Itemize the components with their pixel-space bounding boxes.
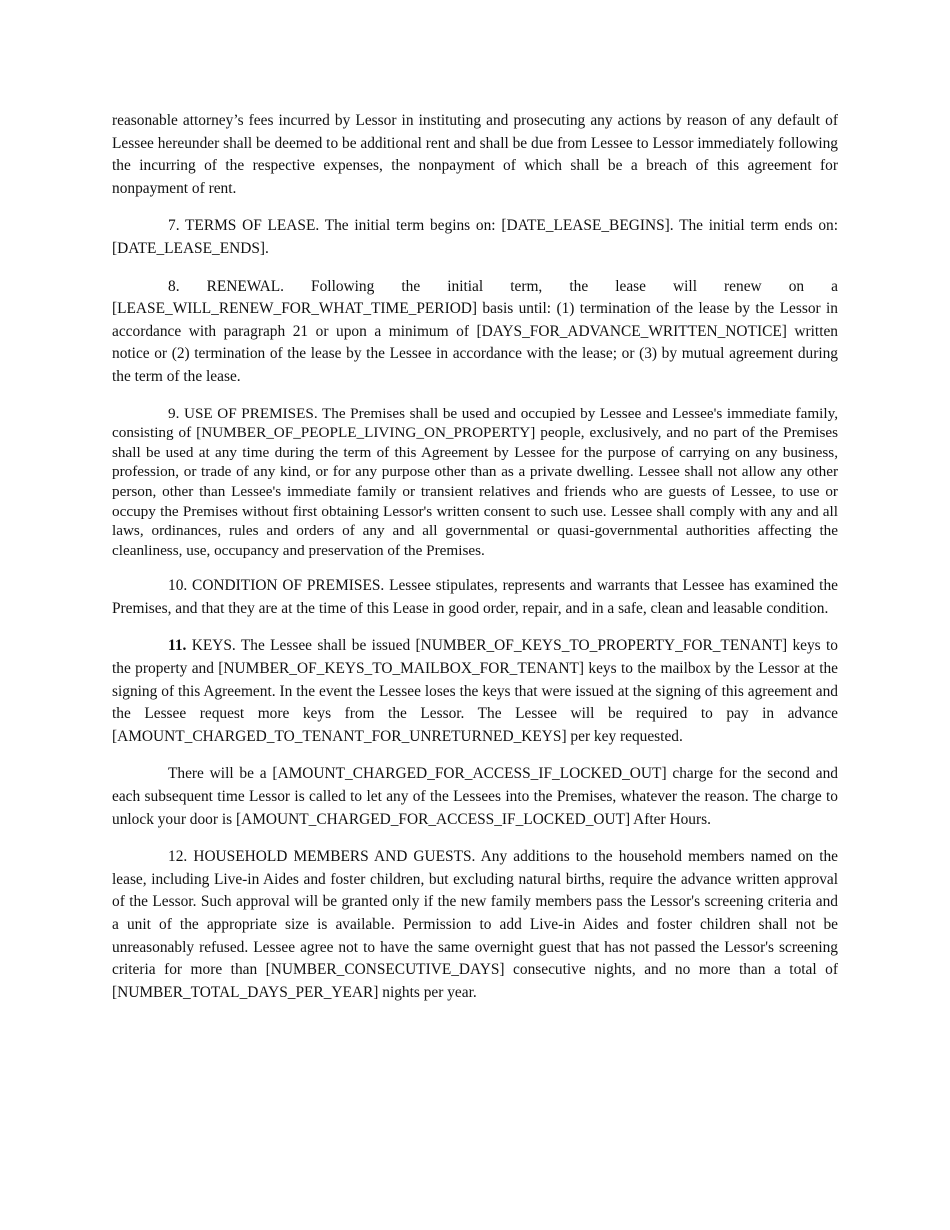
paragraph-11-text: KEYS. The Lessee shall be issued [NUMBER_OF_KEYS_TO_PROPERTY_FOR_TENANT] keys to the property and [NUMBER_OF_KEYS_TO_MAILBOX_FOR_TENANT] keys to the mailbox by the Lessor at the signing of this Agreement. In the event the Lessee loses the keys that were issued at the signing of this agreement and the Lessee request more keys from the Lessor. The Lessee will be required to pay in advance [AMOUNT_CHARGED_TO_TENANT_FOR_UNRETURNED_KEYS] per key requested. [112,637,838,745]
paragraph-11-number: 11. [168,637,187,655]
document-page [112,110,838,1004]
paragraph-10-condition-of-premises: 10. CONDITION OF PREMISES. Lessee stipulates, represents and warrants that Lessee has examined the Premises, and that they are at the time of this Lease in good order, repair, and in a safe, clean and leasable condition. [112,577,838,617]
paragraph-11-lockout-charge: There will be a [AMOUNT_CHARGED_FOR_ACCESS_IF_LOCKED_OUT] charge for the second and each subsequent time Lessor is called to let any of the Lessees into the Premises, whatever the reason. The charge to unlock your door is [AMOUNT_CHARGED_FOR_ACCESS_IF_LOCKED_OUT] After Hours. [112,765,838,828]
paragraph-7-terms-of-lease: 7. TERMS OF LEASE. The initial term begins on: [DATE_LEASE_BEGINS]. The initial term ends on: [DATE_LEASE_ENDS]. [112,217,838,257]
paragraph-8-renewal: 8. RENEWAL. Following the initial term, the lease will renew on a [LEASE_WILL_RENEW_FOR_WHAT_TIME_PERIOD] basis until: (1) termination of the lease by the Lessor in accordance with paragraph 21 or upon a minimum of [DAYS_FOR_ADVANCE_WRITTEN_NOTICE] written notice or (2) termination of the lease by the Lessee in accordance with the lease; or (3) by mutual agreement during the term of the lease. [112,277,838,385]
paragraph-9-use-of-premises: 9. USE OF PREMISES. The Premises shall be used and occupied by Lessee and Lessee's immediate family, consisting of [NUMBER_OF_PEOPLE_LIVING_ON_PROPERTY] people, exclusively, and no part of the Premises shall be used at any time during the term of this Agreement by Lessee for the purpose of carrying on any business, profession, or trade of any kind, or for any purpose other than as a private dwelling. Lessee shall not allow any other person, other than Lessee's immediate family or transient relatives and friends who are guests of Lessee, to use or occupy the Premises without first obtaining Lessor's written consent to such use. Lessee shall comply with any and all laws, ordinances, rules and orders of any and all governmental or quasi-governmental authorities affecting the cleanliness, use, occupancy and preservation of the Premises. [112,404,838,559]
paragraph-intro: reasonable attorney’s fees incurred by Lessor in instituting and prosecuting any actions by reason of any default of Lessee hereunder shall be deemed to be additional rent and shall be due from Lessee to Lessor immediately following the incurring of the respective expenses, the nonpayment of which shall be a breach of this agreement for nonpayment of rent. [112,112,838,197]
paragraph-11-keys [112,635,838,748]
paragraph-12-household-members: 12. HOUSEHOLD MEMBERS AND GUESTS. Any additions to the household members named on the lease, including Live-in Aides and foster children, but excluding natural births, require the advance written approval of the Lessor. Such approval will be granted only if the new family members pass the Lessor's screening criteria and a unit of the appropriate size is available. Permission to add Live-in Aides and foster children shall not be unreasonably refused. Lessee agree not to have the same overnight guest that has not passed the Lessor's screening criteria for more than [NUMBER_CONSECUTIVE_DAYS] consecutive nights, and no more than a total of [NUMBER_TOTAL_DAYS_PER_YEAR] nights per year. [112,848,838,1001]
